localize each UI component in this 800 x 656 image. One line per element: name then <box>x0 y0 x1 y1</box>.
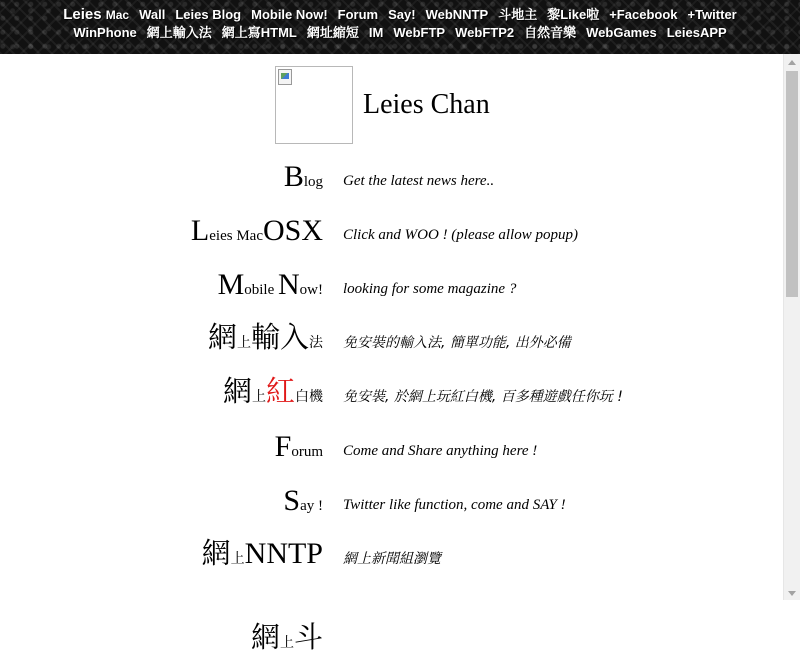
entry-leies-macosx <box>0 206 783 260</box>
title-initial: S <box>283 484 301 517</box>
nav-link-winphone[interactable]: WinPhone <box>73 25 137 40</box>
entry-online-doudizhu <box>0 584 783 654</box>
nav-link-leies-mac[interactable] <box>63 6 129 24</box>
title-rest: 上 <box>230 551 245 567</box>
nav-link-facebook[interactable]: +Facebook <box>609 7 678 22</box>
title-rest-2: 白機 <box>295 389 323 405</box>
nav-link-im[interactable]: IM <box>368 25 384 40</box>
page-header <box>275 66 490 144</box>
nav-link-webftp[interactable]: WebFTP <box>393 25 446 40</box>
entry-desc-mobile-now: looking for some magazine ? <box>343 281 517 297</box>
title-suffix: OSX <box>262 214 323 247</box>
entry-title-online-ime[interactable] <box>208 315 323 356</box>
title-initial-2: 輸入 <box>250 320 309 354</box>
entry-title-mobile-now[interactable] <box>218 268 323 302</box>
nav-link-mobile-now[interactable]: Mobile Now! <box>251 7 328 22</box>
entry-say <box>0 476 783 530</box>
entry-title-online-doudizhu[interactable] <box>251 615 323 656</box>
title-rest: 上 <box>251 389 266 405</box>
title-rest: obile <box>244 282 278 298</box>
entry-forum <box>0 422 783 476</box>
title-initial: B <box>283 160 304 193</box>
nav-link-doudizhu[interactable]: 斗地主 <box>498 7 538 22</box>
entry-title-forum[interactable] <box>275 430 323 464</box>
entry-title-say[interactable] <box>283 484 323 518</box>
nav-brand-sub: Mac <box>105 8 130 22</box>
entry-mobile-now <box>0 260 783 314</box>
entry-desc-online-nntp: 網上新聞組瀏覽 <box>343 551 441 567</box>
title-rest: 上 <box>236 335 251 351</box>
entry-title-online-nntp[interactable] <box>202 531 323 572</box>
nav-row-2 <box>0 24 800 42</box>
scroll-up-arrow-icon[interactable] <box>788 60 796 65</box>
nav-link-url-shortener[interactable]: 網址縮短 <box>306 25 359 40</box>
title-rest: eies Mac <box>209 228 263 244</box>
title-initial-2: N <box>278 268 300 301</box>
nav-row-1 <box>0 6 800 24</box>
nav-link-natural-music[interactable]: 自然音樂 <box>524 25 577 40</box>
entry-title-online-famicom[interactable] <box>223 369 323 410</box>
title-initial-2: 紅 <box>265 374 295 408</box>
entry-online-nntp <box>0 530 783 584</box>
title-initial: 網 <box>207 320 237 354</box>
nav-link-twitter[interactable]: +Twitter <box>687 7 737 22</box>
entry-desc-blog: Get the latest news here.. <box>343 173 495 189</box>
entry-desc-say: Twitter like function, come and SAY ! <box>343 497 566 513</box>
nav-link-webnntp[interactable]: WebNNTP <box>425 7 489 22</box>
entry-desc-leies-macosx: Click and WOO ! (please allow popup) <box>343 227 578 243</box>
title-suffix: NNTP <box>244 537 323 570</box>
title-initial-2: 斗 <box>293 620 323 654</box>
nav-brand-main: Leies <box>63 6 102 23</box>
nav-link-online-ime[interactable]: 網上輸入法 <box>146 25 212 40</box>
entry-blog <box>0 152 783 206</box>
nav-link-like[interactable]: 黎Like啦 <box>547 7 600 22</box>
nav-link-online-html[interactable]: 網上寫HTML <box>221 25 297 40</box>
nav-link-leiesapp[interactable]: LeiesAPP <box>666 25 727 40</box>
nav-link-say[interactable]: Say! <box>388 7 416 22</box>
title-initial: 網 <box>201 536 231 570</box>
entry-title-blog[interactable] <box>284 160 323 194</box>
title-initial: M <box>217 268 245 301</box>
title-initial: 網 <box>222 374 252 408</box>
nav-link-leies-blog[interactable]: Leies Blog <box>175 7 242 22</box>
nav-link-forum[interactable]: Forum <box>337 7 379 22</box>
title-rest: orum <box>291 444 323 460</box>
scrollbar-thumb[interactable] <box>786 71 798 297</box>
nav-link-webgames[interactable]: WebGames <box>586 25 657 40</box>
entry-desc-online-famicom: 免安裝, 於網上玩紅白機, 百多種遊戲任你玩 ! <box>343 389 623 405</box>
title-rest: log <box>303 174 323 190</box>
title-rest-2: 法 <box>309 335 323 351</box>
entry-desc-online-ime: 免安裝的輸入法, 簡單功能, 出外必備 <box>343 335 571 351</box>
broken-image-icon <box>278 69 292 85</box>
title-initial: L <box>190 214 210 247</box>
scroll-down-arrow-icon[interactable] <box>788 591 796 596</box>
nav-link-wall[interactable]: Wall <box>139 7 166 22</box>
title-rest: 上 <box>279 635 294 651</box>
entry-online-famicom <box>0 368 783 422</box>
nav-link-webftp2[interactable]: WebFTP2 <box>455 25 515 40</box>
title-rest: ay ! <box>300 498 323 514</box>
main-content <box>0 54 783 654</box>
entry-title-leies-macosx[interactable] <box>191 214 323 248</box>
entry-online-ime <box>0 314 783 368</box>
top-nav-bar <box>0 0 800 54</box>
avatar <box>275 66 353 144</box>
title-initial: F <box>274 430 292 463</box>
title-initial: 網 <box>250 620 280 654</box>
page-title: Leies Chan <box>363 89 490 120</box>
title-rest-2: ow! <box>299 282 323 298</box>
vertical-scrollbar[interactable] <box>783 54 800 600</box>
entry-desc-forum: Come and Share anything here ! <box>343 443 538 459</box>
